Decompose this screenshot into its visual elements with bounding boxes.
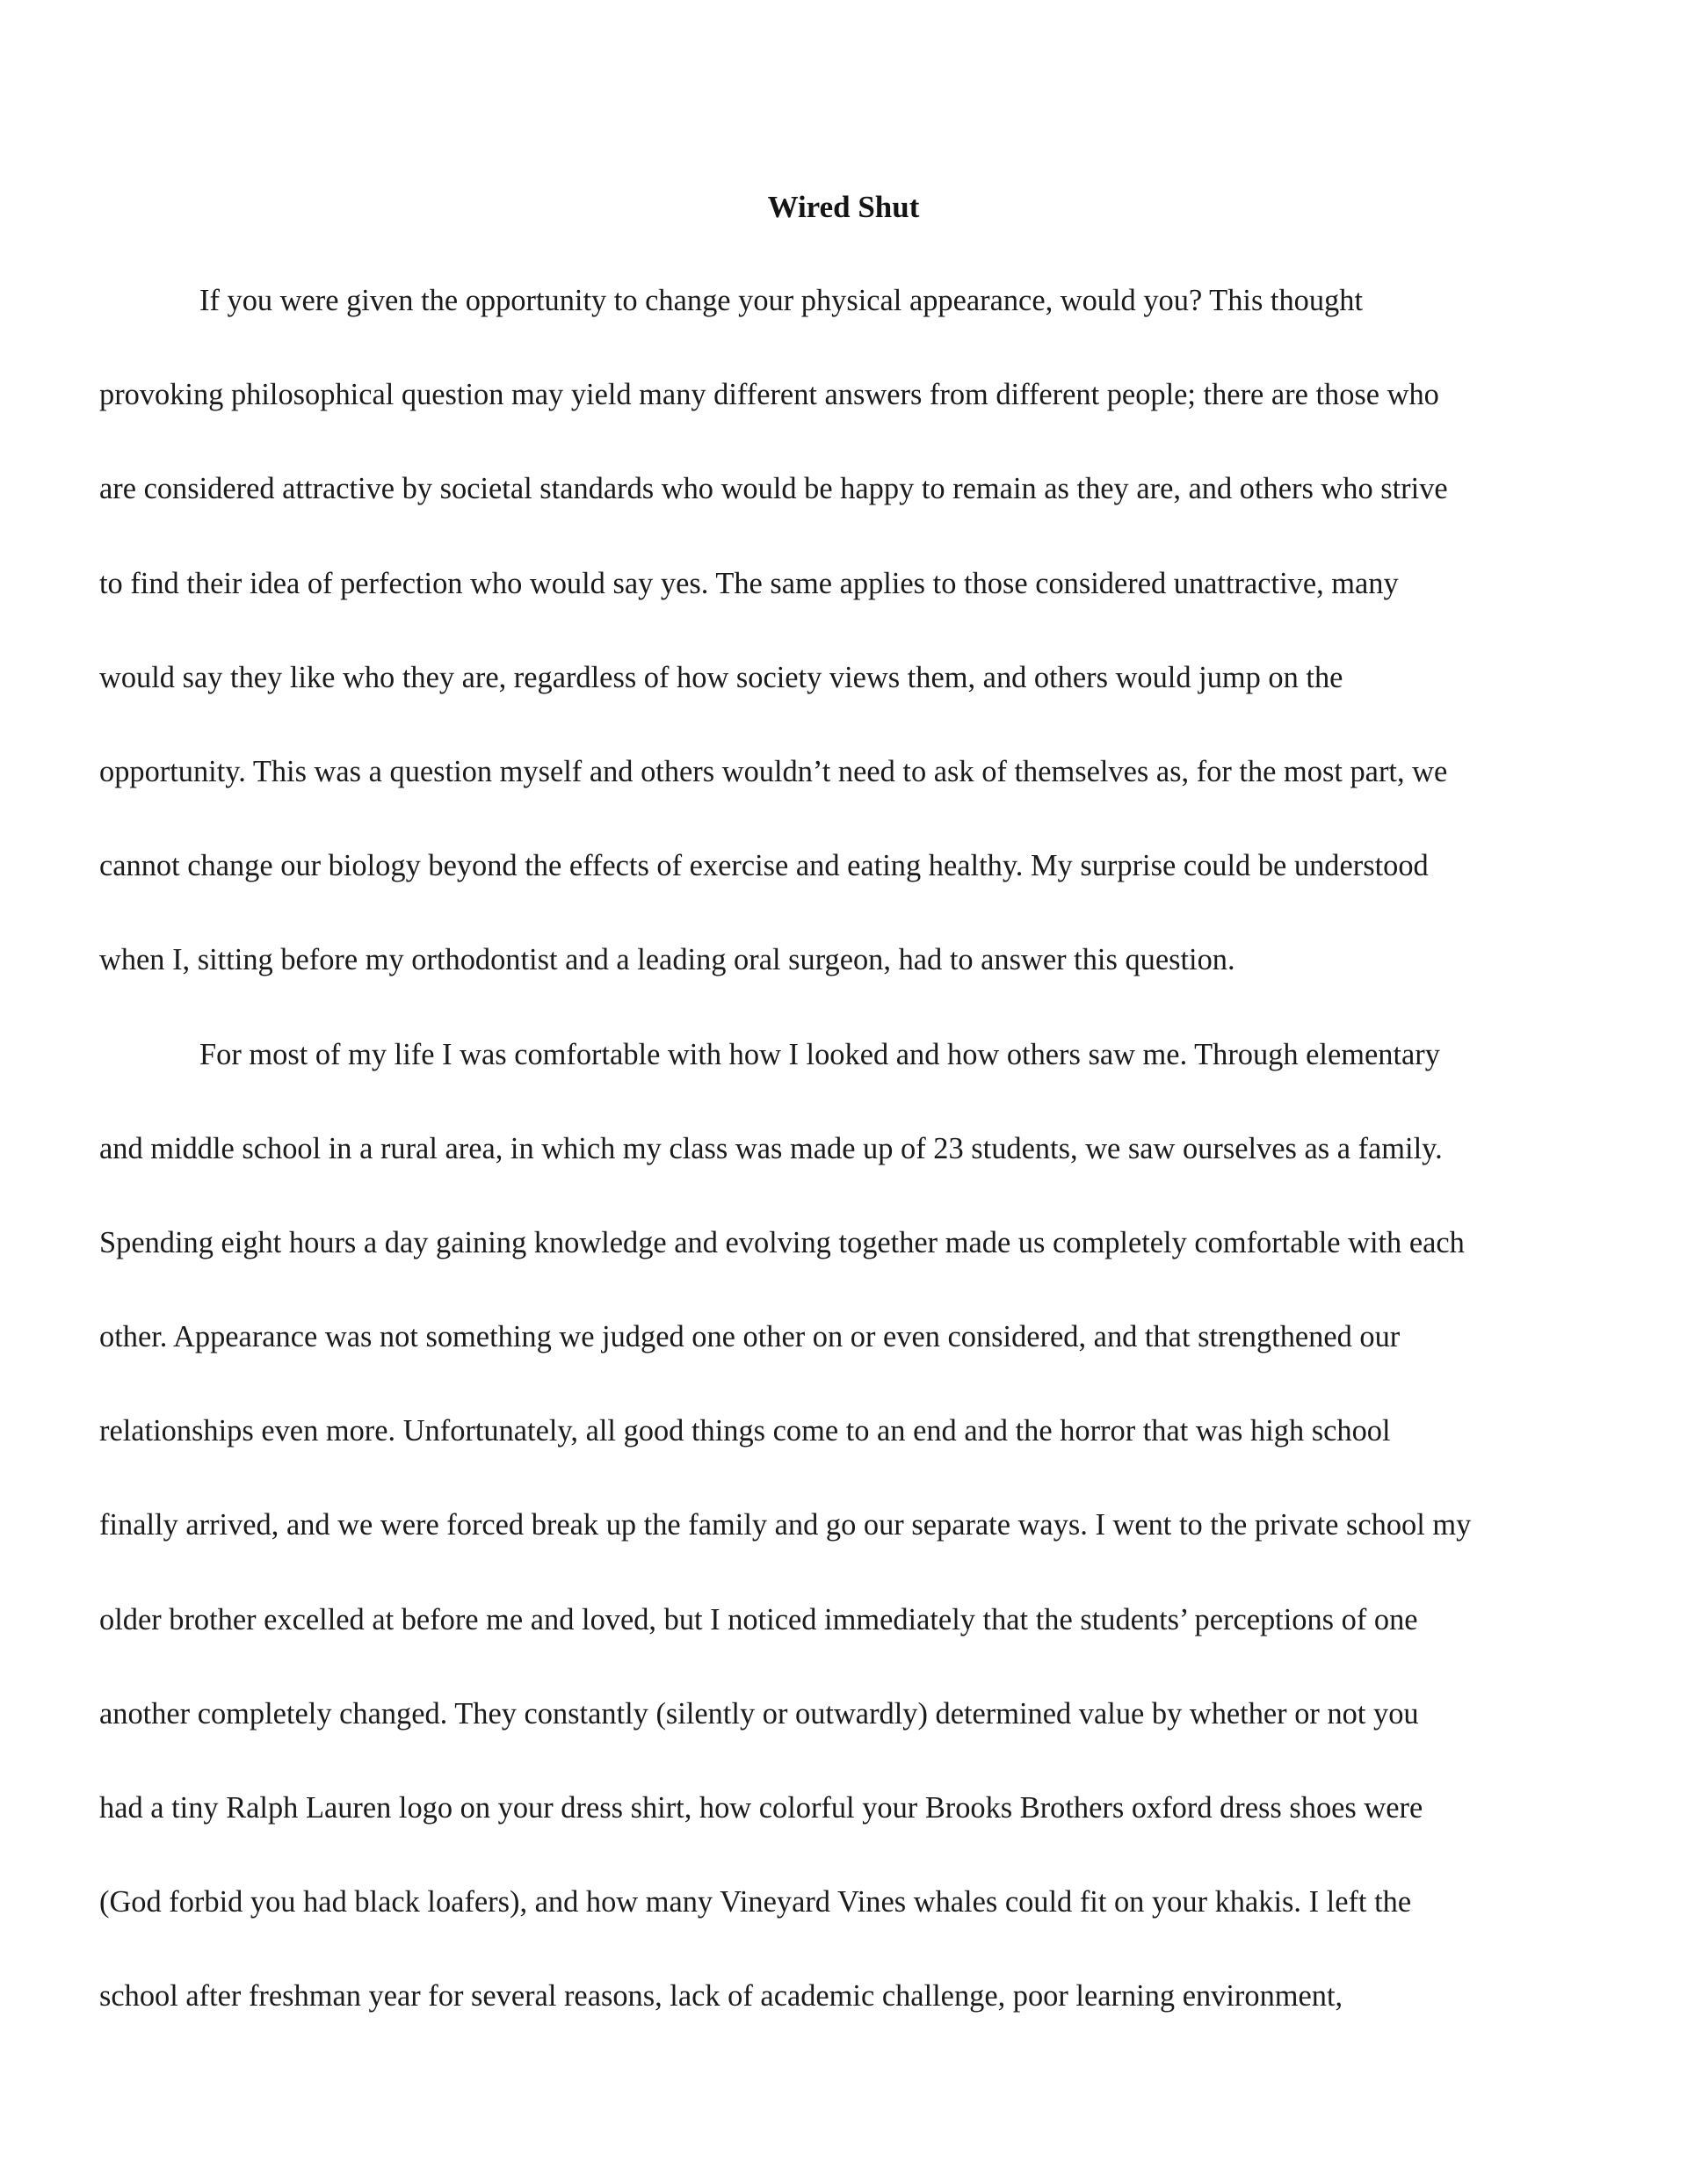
paragraph-2-line-9: had a tiny Ralph Lauren logo on your dress shirt, how colorful your Brooks Brothers oxford dress shoes were	[99, 1791, 1423, 1825]
paragraph-1-line-6: opportunity. This was a question myself and others wouldn’t need to ask of themselves as, for the most part, we	[99, 754, 1448, 788]
paragraph-2-line-11: school after freshman year for several reasons, lack of academic challenge, poor learning environment,	[99, 1979, 1343, 2013]
paragraph-1-line-8: when I, sitting before my orthodontist and a leading oral surgeon, had to answer this question.	[99, 943, 1235, 977]
paragraph-2-line-1: For most of my life I was comfortable with how I looked and how others saw me. Through elementary	[199, 1037, 1440, 1071]
paragraph-2-line-10: (God forbid you had black loafers), and how many Vineyard Vines whales could fit on your khakis. I left the	[99, 1885, 1412, 1919]
paragraph-1-line-4: to find their idea of perfection who would say yes. The same applies to those considered unattractive, many	[99, 566, 1399, 600]
paragraph-1-line-7: cannot change our biology beyond the effects of exercise and eating healthy. My surprise could be understood	[99, 849, 1429, 883]
paragraph-2-line-5: relationships even more. Unfortunately, all good things come to an end and the horror that was high school	[99, 1414, 1391, 1448]
paragraph-2-line-2: and middle school in a rural area, in which my class was made up of 23 students, we saw ourselves as a family.	[99, 1131, 1443, 1165]
paragraph-1-line-2: provoking philosophical question may yield many different answers from different people; there are those who	[99, 378, 1439, 412]
paragraph-1-line-3: are considered attractive by societal standards who would be happy to remain as they are, and others who strive	[99, 472, 1448, 506]
paragraph-2-line-4: other. Appearance was not something we judged one other on or even considered, and that strengthened our	[99, 1320, 1401, 1354]
paragraph-2-line-6: finally arrived, and we were forced break up the family and go our separate ways. I went to the private school my	[99, 1508, 1472, 1542]
document-title: Wired Shut	[767, 190, 920, 224]
paragraph-2-line-7: older brother excelled at before me and loved, but I noticed immediately that the students’ perceptions of one	[99, 1602, 1418, 1636]
paragraph-2-line-3: Spending eight hours a day gaining knowledge and evolving together made us completely comfortable with each	[99, 1225, 1465, 1259]
paragraph-1-line-1: If you were given the opportunity to change your physical appearance, would you? This thought	[199, 284, 1364, 317]
paragraph-2-line-8: another completely changed. They constantly (silently or outwardly) determined value by whether or not you	[99, 1696, 1419, 1731]
document-body	[99, 279, 1588, 2070]
paragraph-1-line-5: would say they like who they are, regardless of how society views them, and others would jump on the	[99, 660, 1343, 694]
